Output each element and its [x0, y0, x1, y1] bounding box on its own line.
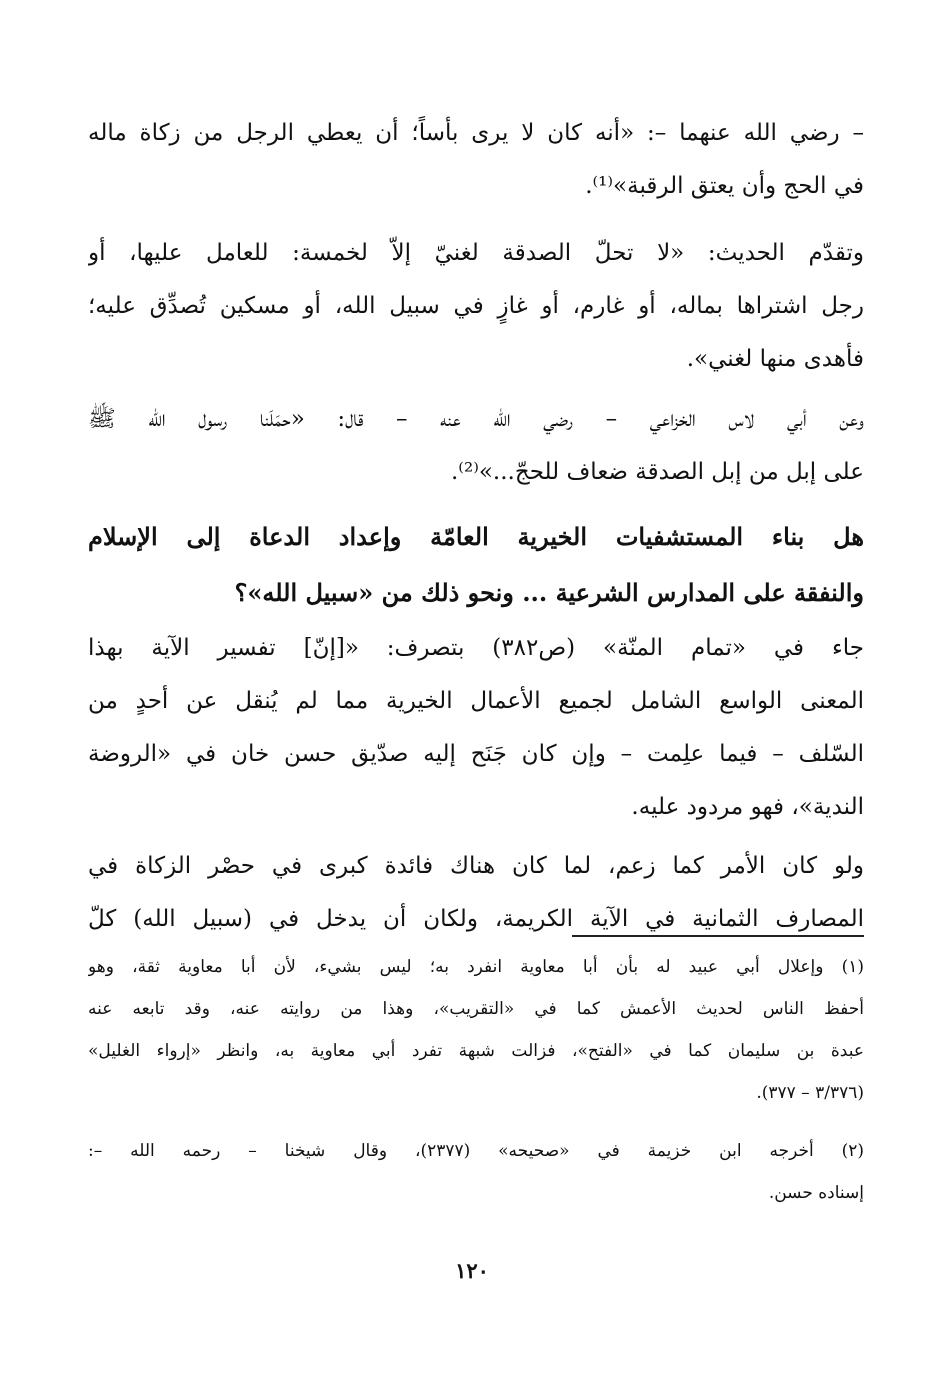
footnote-1: [88, 946, 864, 1114]
footnote-separator: [572, 935, 864, 937]
paragraph-3: [88, 393, 864, 499]
paragraph-2: [88, 227, 864, 386]
text-line: جاء في «تمام المنّة» (ص٣٨٢) بتصرف: «[إنّ] تفسير الآية بهذا: [88, 635, 864, 661]
text-line: وعن أبي لاس الخزاعي – رضي الله عنه – قال: «حمَلَنا رسول الله ﷺ: [88, 406, 864, 432]
heading-line: هل بناء المستشفيات الخيرية العامّة وإعداد الدعاة إلى الإسلام: [88, 522, 864, 551]
footnote-line: إسناده حسن.: [768, 1183, 864, 1203]
footnote-line: (١) وإعلال أبي عبيد له بأن أبا معاوية انفرد به؛ ليس بشيء، لأن أبا معاوية ثقة، وهو: [88, 957, 864, 977]
text-line: المصارف الثمانية في الآية الكريمة، ولكان أن يدخل في (سبيل الله) كلّ: [88, 906, 864, 932]
text-line: رجل اشتراها بماله، أو غارم، أو غازٍ في سبيل الله، أو مسكين تُصدِّق عليه؛: [88, 293, 864, 319]
text-line: المعنى الواسع الشامل لجميع الأعمال الخيرية مما لم يُنقل عن أحدٍ من: [88, 688, 864, 714]
footnote-line: (٣/٣٧٦ – ٣٧٧).: [756, 1083, 864, 1103]
section-heading: [88, 509, 864, 621]
text-line: ولو كان الأمر كما زعم، لما كان هناك فائدة كبرى في حصْر الزكاة في: [88, 853, 864, 879]
text-line: الندية»، فهو مردود عليه.: [631, 794, 864, 820]
text-line: في الحج وأن يعتق الرقبة»⁽¹⁾.: [585, 173, 864, 199]
text-line: فأهدى منها لغني».: [686, 346, 864, 372]
paragraph-4: [88, 622, 864, 834]
page-number: ١٢٠: [455, 1258, 489, 1283]
text-line: – رضي الله عنهما –: «أنه كان لا يرى بأساً؛ أن يعطي الرجل من زكاة ماله: [88, 120, 864, 146]
footnote-2: [88, 1130, 864, 1214]
footnote-line: (٢) أخرجه ابن خزيمة في «صحيحه» (٢٣٧٧)، وقال شيخنا – رحمه الله –:: [88, 1141, 864, 1161]
paragraph-1: [88, 107, 864, 213]
footnote-line: أحفظ الناس لحديث الأعمش كما في «التقريب»، وهذا من روايته عنه، وقد تابعه عنه: [88, 999, 864, 1019]
text-line: وتقدّم الحديث: «لا تحلّ الصدقة لغنيّ إلاّ لخمسة: للعامل عليها، أو: [88, 240, 864, 266]
paragraph-5: [88, 840, 864, 946]
heading-line: والنفقة على المدارس الشرعية ... ونحو ذلك من «سبيل الله»؟: [234, 578, 864, 607]
footnote-line: عبدة بن سليمان كما في «الفتح»، فزالت شبهة تفرد أبي معاوية به، وانظر «إرواء الغليل»: [88, 1041, 864, 1061]
text-line: على إبل من إبل الصدقة ضعاف للحجّ...»⁽²⁾.: [450, 459, 864, 485]
text-line: السّلف – فيما علِمت – وإن كان جَنَح إليه صدّيق حسن خان في «الروضة: [88, 741, 864, 767]
